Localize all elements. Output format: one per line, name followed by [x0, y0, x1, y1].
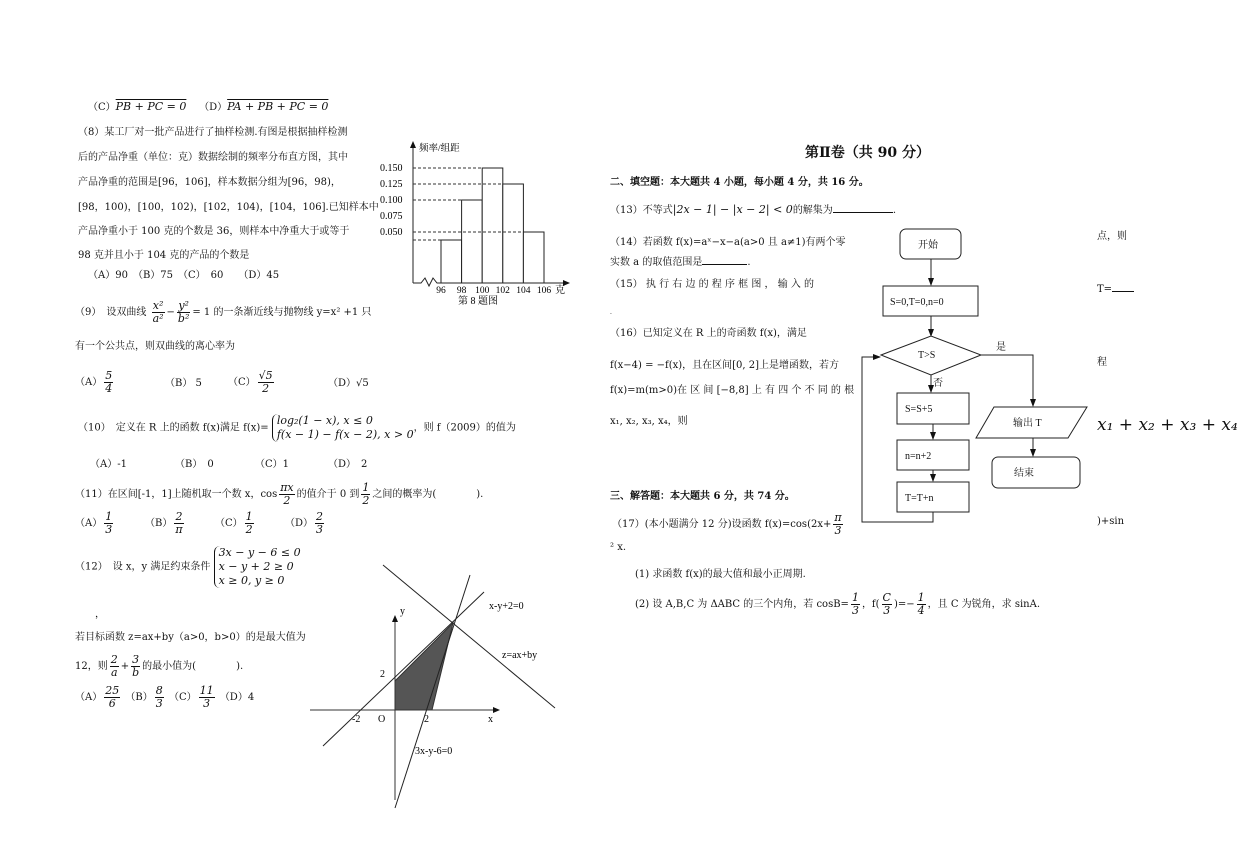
svg-text:S=S+5: S=S+5 — [905, 404, 933, 415]
option-c-expr: PB + PC = 0 — [115, 100, 187, 113]
tick-y2: 2 — [380, 669, 385, 680]
tick-neg2: -2 — [352, 714, 361, 725]
x-tick-label: 102 — [495, 286, 510, 296]
q11-option-b: （B） $\frac{2}{\pi}$ — [145, 510, 183, 536]
x-tick-label: 96 — [436, 286, 446, 296]
y-tick-label: 0.150 — [380, 163, 403, 174]
q8-line: 产品净重小于 100 克的个数是 36，则样本中净重大于或等于 — [78, 226, 350, 237]
q9-option-a: （A） $\frac{5}{4}$ — [75, 369, 113, 395]
svg-text:是: 是 — [996, 342, 1006, 353]
q8-options: （A）90 （B）75 （C） 60 （D）45 — [88, 270, 280, 281]
q10-text: （10） 定义在 R 上的函数 f(x)满足 f(x)= — [78, 422, 269, 434]
question-16-line1: （16）已知定义在 R 上的奇函数 f(x)，满足 — [610, 328, 807, 339]
x-tick-label: 106 — [536, 286, 552, 296]
piecewise-function: log₂(1 − x), x ≤ 0 f(x − 1) − f(x − 2), x > 0 — [272, 414, 414, 442]
side-fragment: 点，则 — [1097, 231, 1127, 242]
side-fragment-t: T= — [1097, 281, 1134, 297]
side-fragment: 程 — [1097, 357, 1107, 368]
question-15-dot: . — [610, 309, 612, 316]
tick-x2: 2 — [424, 714, 429, 725]
question-17-line2: ² x. — [610, 542, 627, 553]
option-d-expr: PA + PB + PC = 0 — [227, 100, 329, 113]
x-tick-label: 100 — [475, 286, 490, 296]
q10-option-c: （C）1 — [255, 459, 290, 470]
y-tick-label: 0.075 — [380, 211, 403, 222]
question-17-tail: )+sin — [1097, 516, 1125, 527]
q9-option-d: （D）√5 — [328, 378, 369, 389]
end-node — [992, 457, 1080, 488]
q8-line: 产品净重的范围是[96，106]，样本数据分组为[96，98)， — [78, 177, 341, 188]
q12-text: （12） 设 x，y 满足约束条件 — [75, 561, 211, 573]
side-expression: x₁ + x₂ + x₃ + x₄ — [1097, 415, 1238, 435]
svg-text:否: 否 — [933, 378, 943, 389]
svg-text:结束: 结束 — [1014, 468, 1034, 479]
question-17: （17）(本小题满分 12 分)设函数 f(x)=cos(2x+ $\frac{\pi}{3}$ — [612, 511, 842, 537]
q8-line: （8）某工厂对一批产品进行了抽样检测.有图是根据抽样检测 — [78, 127, 348, 138]
question-13: （13）不等式|2x − 1| − |x − 2| < 0的解集为 . — [610, 203, 896, 216]
y-tick-label: 0.050 — [380, 227, 403, 238]
line-label-1: x-y+2=0 — [489, 601, 524, 612]
line-label-2: z=ax+by — [502, 650, 538, 661]
svg-text:T=T+n: T=T+n — [905, 493, 934, 504]
q12-options: （A） $\frac{25}{6}$ （B） $\frac{8}{3}$ （C） $\frac{11}{3}$ （D）4 — [75, 684, 255, 710]
q10-text: ，则 f（2009）的值为 — [413, 422, 516, 434]
q9-option-b: （B） 5 — [165, 378, 202, 389]
y-tick-label: 0.125 — [380, 179, 403, 190]
svg-text:S=0,T=0,n=0: S=0,T=0,n=0 — [890, 297, 944, 308]
fraction: $\frac{\text{x²}}{\text{a²}}$ — [152, 299, 164, 325]
q11-option-a: （A） $\frac{1}{3}$ — [75, 510, 113, 536]
q9-text: （9） 设双曲线 — [75, 307, 147, 318]
y-axis-title: 频率/组距 — [419, 144, 460, 154]
q11-option-c: （C） $\frac{1}{2}$ — [215, 510, 253, 536]
exam-page: （C）PB + PC = 0 （D）PA + PB + PC = 0 （8）某工厂对一批产品进行了抽样检测.有图是根据抽样检测 后的产品净重（单位：克）数据绘制的频率分布直方图，其中 产品净重的范围是[96，106]，样本数据分组为[96，98)， [98，100)，[100，102)，[102，104)，[104，106].已知样本中 产品净重小于 100 克的个数是 36，则样本中净重大于或等于 98 克并且小于 104 克的产品的个数是 （A）90 （B）75 （C） 60 （D）45 0.150 0.125 0.100 0.075 0.050 96 98 100 102 104 106 频率/组距 克 第 8 题图 （9） 设双曲线 $\frac{\text{x²}}{\text{a²}}$ − $\frac{\text{y²}}{\text{b²}}$ = 1 的一条渐近线与抛物线 y=x² +1 只 有一个公共点，则双曲线的离心率为 （A） $\frac{5}{4}$ （B） 5 （C） $\frac{√5}{2}$ （D）√5 （10） 定义在 R 上的函数 f(x)满足 f(x)= log₂(1 − x), x ≤ 0 f(x − 1) − f(x − 2), x > 0 ，则 f（2009）的值为 （A）-1 （B） 0 （C）1 （D） 2 （11）在区间[-1，1]上随机取一个数 x，cos $\frac{\pi x}{2}$ 的值介于 0 到 $\frac{1}{2}$ 之间的概率为( ). （A） $\frac{1}{3}$ （B） $\frac{2}{\pi}$ （C） $\frac{1}{2}$ （D） $\frac{2}{3}$ （12） 设 x，y 满足约束条件 3x − y − 6 ≤ 0 x − y + 2 ≥ 0 x ≥ 0, y ≥ 0 ， 若目标函数 z=ax+by（a>0，b>0）的是最大值为 12，则 $\frac{2}{a}$ + $\frac{3}{b}$ 的最小值为( ). （A） $\frac{25}{6}$ （B） $\frac{8}{3}$ （C） $\frac{11}{3}$ （D）4 x y O -2 2 2 x-y+2=0 z=ax+by 3x-y-6=0 第Ⅱ卷（共 90 分） 二、填空题：本大题共 4 小题，每小题 4 分，共 16 分。 （13）不等式|2x − 1| − |x − 2| < 0的解集为 . （14）若函数 f(x)=aˣ−x−a(a>0 且 a≠1)有两个零 实数 a 的取值范围是 . （15） 执 行 右 边 的 程 序 框 图 ， 输 入 的 . （16）已知定义在 R 上的奇函数 f(x)，满足 f(x−4) = −f(x)，且在区间[0, 2]上是增函数，若方 f(x)=m(m>0)在 区 间 [−8,8] 上 有 四 个 不 同 的 根 x₁, x₂, x₃, x₄，则 点，则 T= 程 x₁ + x₂ + x₃ + x₄ 开始 S=0,T=0,n=0 T>S 是 否 S=S+5 n=n+2 T=T+n 输出 T 结束 三、解答题：本大题共 6 分，共 74 分。 （17）(本小题满分 12 分)设函数 f(x)=cos(2x+ $\frac{\pi}{3}$ )+sin ² x. (1) 求函数 f(x)的最大值和最小正周期. (2) 设 A,B,C 为 ΔABC 的三个内角，若 cosB= $\frac{1}{3}$ ，f( $\frac{C}{3}$ )=− $\frac{1}{4}$ ，且 C 为锐角，求 sinA. — [0, 0, 1200, 848]
y-tick-label: 0.100 — [380, 195, 403, 206]
q9-text: = 1 的一条渐近线与抛物线 y=x² +1 只 — [192, 307, 372, 318]
q10-option-b: （B） 0 — [175, 459, 214, 470]
question-17-part1: (1) 求函数 f(x)的最大值和最小正周期. — [635, 569, 806, 580]
q8-line: 98 克并且小于 104 克的产品的个数是 — [78, 250, 250, 261]
question-14-line1: （14）若函数 f(x)=aˣ−x−a(a>0 且 a≠1)有两个零 — [610, 237, 846, 248]
question-14-line2: 实数 a 的取值范围是 . — [610, 254, 751, 270]
fraction: $\frac{\text{y²}}{\text{b²}}$ — [177, 299, 190, 325]
line-label-3: 3x-y-6=0 — [415, 746, 453, 757]
x-axis-label: x — [488, 714, 493, 725]
q11-text: （11）在区间[-1，1]上随机取一个数 x，cos — [75, 489, 278, 500]
question-16-line4: x₁, x₂, x₃, x₄，则 — [610, 416, 688, 427]
section-3-heading: 三、解答题：本大题共 6 分，共 74 分。 — [610, 491, 795, 502]
q9-option-c: （C） $\frac{√5}{2}$ — [228, 369, 273, 395]
q10-option-a: （A）-1 — [90, 459, 127, 470]
constraint-system: 3x − y − 6 ≤ 0 x − y + 2 ≥ 0 x ≥ 0, y ≥ 0 — [214, 546, 301, 588]
origin-label: O — [378, 714, 386, 725]
chart-title: 第 8 题图 — [458, 296, 498, 307]
svg-text:T>S: T>S — [918, 350, 936, 361]
question-15: （15） 执 行 右 边 的 程 序 框 图 ， 输 入 的 — [610, 279, 815, 290]
q12-line2: 若目标函数 z=ax+by（a>0，b>0）的是最大值为 — [75, 632, 306, 643]
q12-comma: ， — [95, 609, 105, 620]
question-17-part2: (2) 设 A,B,C 为 ΔABC 的三个内角，若 cosB= $\frac{1}{3}$ ，f( $\frac{C}{3}$ )=− $\frac{1}{4}$ ，且 C 为锐角，求 sinA. — [635, 591, 1040, 617]
q8-line: [98，100)，[100，102)，[102，104)，[104，106].已知样本中 — [78, 202, 379, 213]
question-16-line3: f(x)=m(m>0)在 区 间 [−8,8] 上 有 四 个 不 同 的 根 — [610, 385, 855, 396]
section-2-heading: 二、填空题：本大题共 4 小题，每小题 4 分，共 16 分。 — [610, 177, 869, 188]
q10-option-d: （D） 2 — [328, 459, 368, 470]
svg-text:n=n+2: n=n+2 — [905, 451, 932, 462]
svg-text:开始: 开始 — [918, 240, 938, 251]
q8-line: 后的产品净重（单位：克）数据绘制的频率分布直方图，其中 — [78, 152, 348, 163]
question-16-line2: f(x−4) = −f(x)，且在区间[0, 2]上是增函数，若方 — [610, 360, 840, 371]
x-tick-label: 104 — [516, 286, 531, 296]
y-axis-label: y — [400, 606, 405, 617]
section-title: 第Ⅱ卷（共 90 分） — [805, 145, 931, 161]
svg-text:输出 T: 输出 T — [1013, 418, 1042, 429]
option-d-label: （D） — [199, 102, 228, 113]
x-tick-label: 98 — [456, 286, 467, 296]
x-axis-title: 克 — [555, 285, 565, 296]
q9-line2: 有一个公共点，则双曲线的离心率为 — [75, 341, 235, 352]
option-c-label: （C） — [88, 102, 116, 113]
q11-option-d: （D） $\frac{2}{3}$ — [285, 510, 324, 536]
